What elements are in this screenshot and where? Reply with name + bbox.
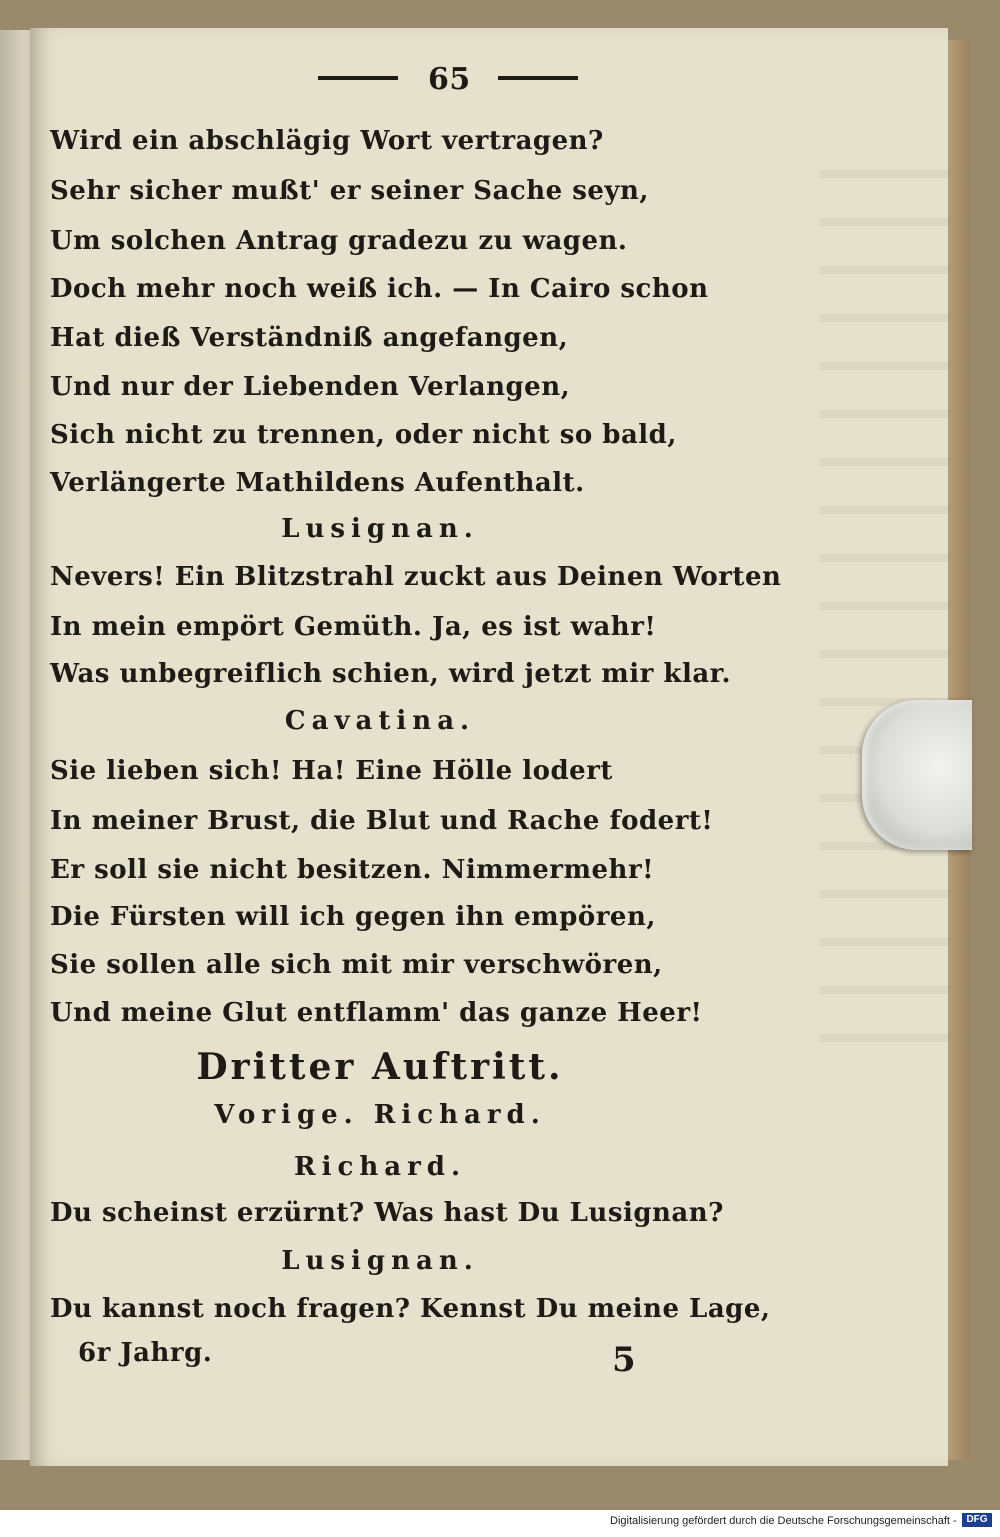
verse-line: Du scheinst erzürnt? Was hast Du Lusignan? [50, 1198, 724, 1228]
header-rule-right [498, 76, 578, 80]
verse-line: Sie sollen alle sich mit mir verschwören, [50, 950, 663, 980]
verse-line: Sich nicht zu trennen, oder nicht so bald, [50, 420, 677, 450]
section-label: Cavatina. [284, 706, 476, 736]
verse-line: Was unbegreiflich schien, wird jetzt mir klar. [50, 659, 732, 689]
verse-line: Um solchen Antrag gradezu zu wagen. [50, 226, 628, 256]
verse-line: Die Fürsten will ich gegen ihn empören, [50, 902, 656, 932]
verse-line: Und nur der Liebenden Verlangen, [50, 372, 571, 402]
verse-line: In mein empört Gemüth. Ja, es ist wahr! [50, 612, 657, 642]
verse-line: Doch mehr noch weiß ich. — In Cairo schon [50, 274, 709, 304]
scene-heading: Dritter Auftritt. [196, 1046, 564, 1088]
signature-label: 6r Jahrg. [78, 1338, 213, 1368]
show-through-text [820, 148, 970, 1048]
stage-direction: Vorige. Richard. [214, 1100, 546, 1130]
speaker-name: Richard. [294, 1152, 466, 1182]
dfg-logo: DFG [962, 1513, 992, 1527]
verse-line: In meiner Brust, die Blut und Rache fodert! [50, 806, 714, 836]
verse-line: Sie lieben sich! Ha! Eine Hölle lodert [50, 756, 613, 786]
digitization-credit: Digitalisierung gefördert durch die Deutsche Forschungsgemeinschaft - [610, 1515, 957, 1527]
speaker-name: Lusignan. [281, 1246, 479, 1276]
signature-number: 5 [612, 1340, 637, 1380]
verse-line: Du kannst noch fragen? Kennst Du meine Lage, [50, 1294, 771, 1324]
header-rule-left [318, 76, 398, 80]
verse-line: Nevers! Ein Blitzstrahl zuckt aus Deinen Worten [50, 562, 782, 592]
speaker-name: Lusignan. [281, 514, 479, 544]
verse-line: Sehr sicher mußt' er seiner Sache seyn, [50, 176, 649, 206]
verse-line: Verlängerte Mathildens Aufenthalt. [50, 468, 585, 498]
verse-line: Hat dieß Verständniß angefangen, [50, 323, 569, 353]
verse-line: Er soll sie nicht besitzen. Nimmermehr! [50, 855, 655, 885]
page-number: 65 [428, 62, 471, 97]
verse-line: Wird ein abschlägig Wort vertragen? [50, 126, 604, 156]
page-clip [862, 700, 972, 850]
verse-line: Und meine Glut entflamm' das ganze Heer! [50, 998, 703, 1028]
